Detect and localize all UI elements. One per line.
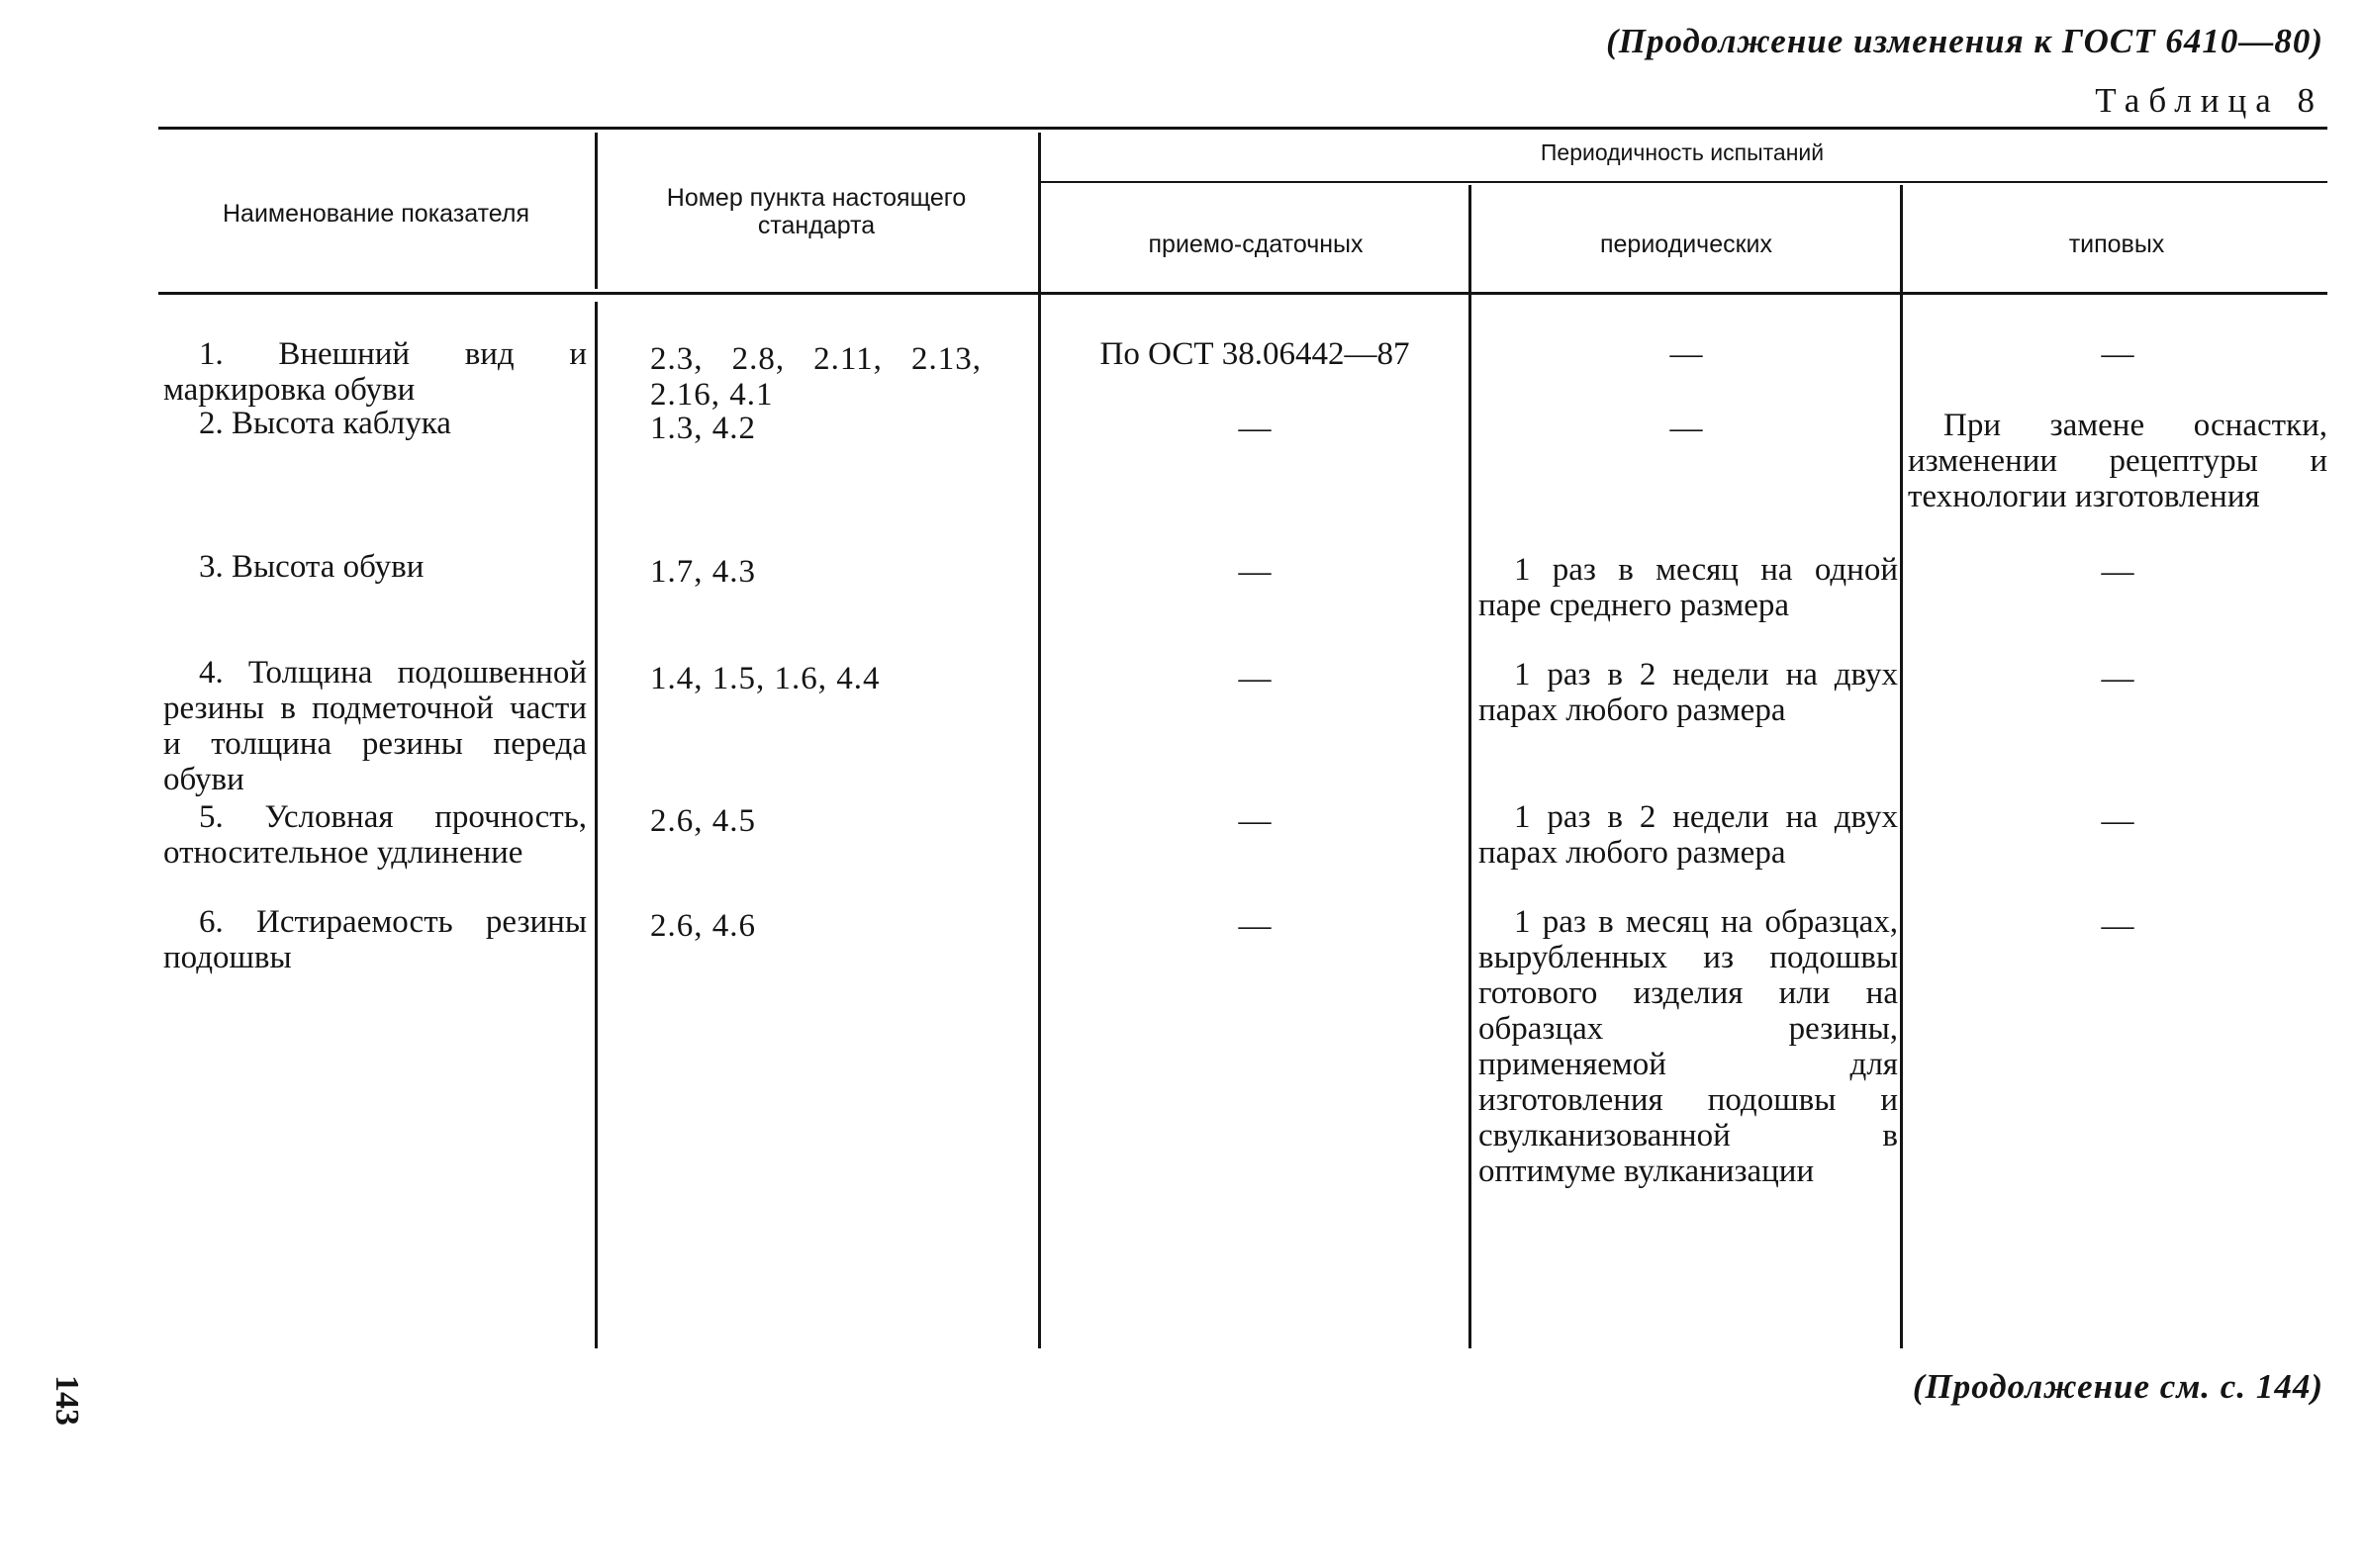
- header-indicator: Наименование показателя: [223, 200, 529, 228]
- row-2-acceptance: —: [1238, 411, 1272, 446]
- periodicity-subheader-rule: [1041, 181, 2327, 183]
- row-4-periodic: 1 раз в 2 недели на двух парах любого размера: [1478, 657, 1898, 728]
- row-6-indicator: 6. Истираемость резины подошвы: [163, 904, 587, 975]
- row-1-indicator: 1. Внешний вид и маркировка обуви: [163, 336, 587, 408]
- row-6-periodic: 1 раз в месяц на образцах, вырубленных из подошвы готового изделия или на образцах резины, применяемой для изготовления подошвы и свулканизованной в оптимуме вулканизации: [1478, 904, 1898, 1189]
- header-periodic: периодических: [1599, 231, 1773, 258]
- continuation-header: (Продолжение изменения к ГОСТ 6410—80): [1606, 22, 2323, 60]
- row-4-clause: 1.4, 1.5, 1.6, 4.4: [650, 661, 881, 696]
- row-3-type: —: [2101, 554, 2134, 590]
- table-top-rule: [158, 127, 2327, 130]
- row-1-acceptance: По ОСТ 38.06442—87: [1099, 336, 1410, 372]
- column-divider-2: [1038, 133, 1041, 1348]
- row-2-periodic: —: [1669, 411, 1703, 446]
- header-bottom-rule: [158, 292, 2327, 295]
- row-5-acceptance: —: [1238, 803, 1272, 839]
- row-1-type: —: [2101, 336, 2134, 372]
- continuation-footer: (Продолжение см. с. 144): [1912, 1367, 2323, 1406]
- row-4-indicator: 4. Толщина подошвенной резины в подметочной части и толщина резины переда обуви: [163, 655, 587, 797]
- row-5-indicator: 5. Условная прочность, относительное удлинение: [163, 799, 587, 871]
- header-clause: Номер пункта настоящего стандарта: [666, 184, 967, 239]
- column-divider-1-body: [595, 302, 598, 1348]
- page-number: 143: [48, 1375, 85, 1426]
- header-type: типовых: [2068, 231, 2165, 258]
- row-6-type: —: [2101, 908, 2134, 944]
- row-1-clause: 2.3, 2.8, 2.11, 2.13, 2.16, 4.1: [650, 341, 982, 413]
- row-5-type: —: [2101, 803, 2134, 839]
- row-3-clause: 1.7, 4.3: [650, 554, 756, 590]
- row-2-indicator: 2. Высота каблука: [199, 406, 451, 441]
- column-divider-1: [595, 133, 598, 289]
- header-periodicity: Периодичность испытаний: [1540, 139, 1825, 165]
- column-divider-3: [1468, 185, 1471, 1348]
- row-3-indicator: 3. Высота обуви: [199, 549, 425, 585]
- row-5-clause: 2.6, 4.5: [650, 803, 756, 839]
- row-2-clause: 1.3, 4.2: [650, 411, 756, 446]
- column-divider-4: [1900, 185, 1903, 1348]
- table-label: Таблица 8: [2095, 81, 2323, 120]
- row-6-acceptance: —: [1238, 908, 1272, 944]
- row-5-periodic: 1 раз в 2 недели на двух парах любого размера: [1478, 799, 1898, 871]
- row-4-type: —: [2101, 661, 2134, 696]
- row-6-clause: 2.6, 4.6: [650, 908, 756, 944]
- row-2-type: При замене оснастки, изменении рецептуры и технологии изготовления: [1908, 408, 2327, 514]
- row-4-acceptance: —: [1238, 661, 1272, 696]
- row-1-periodic: —: [1669, 336, 1703, 372]
- row-3-periodic: 1 раз в месяц на одной паре среднего размера: [1478, 552, 1898, 623]
- row-3-acceptance: —: [1238, 554, 1272, 590]
- header-acceptance: приемо-сдаточных: [1148, 231, 1364, 258]
